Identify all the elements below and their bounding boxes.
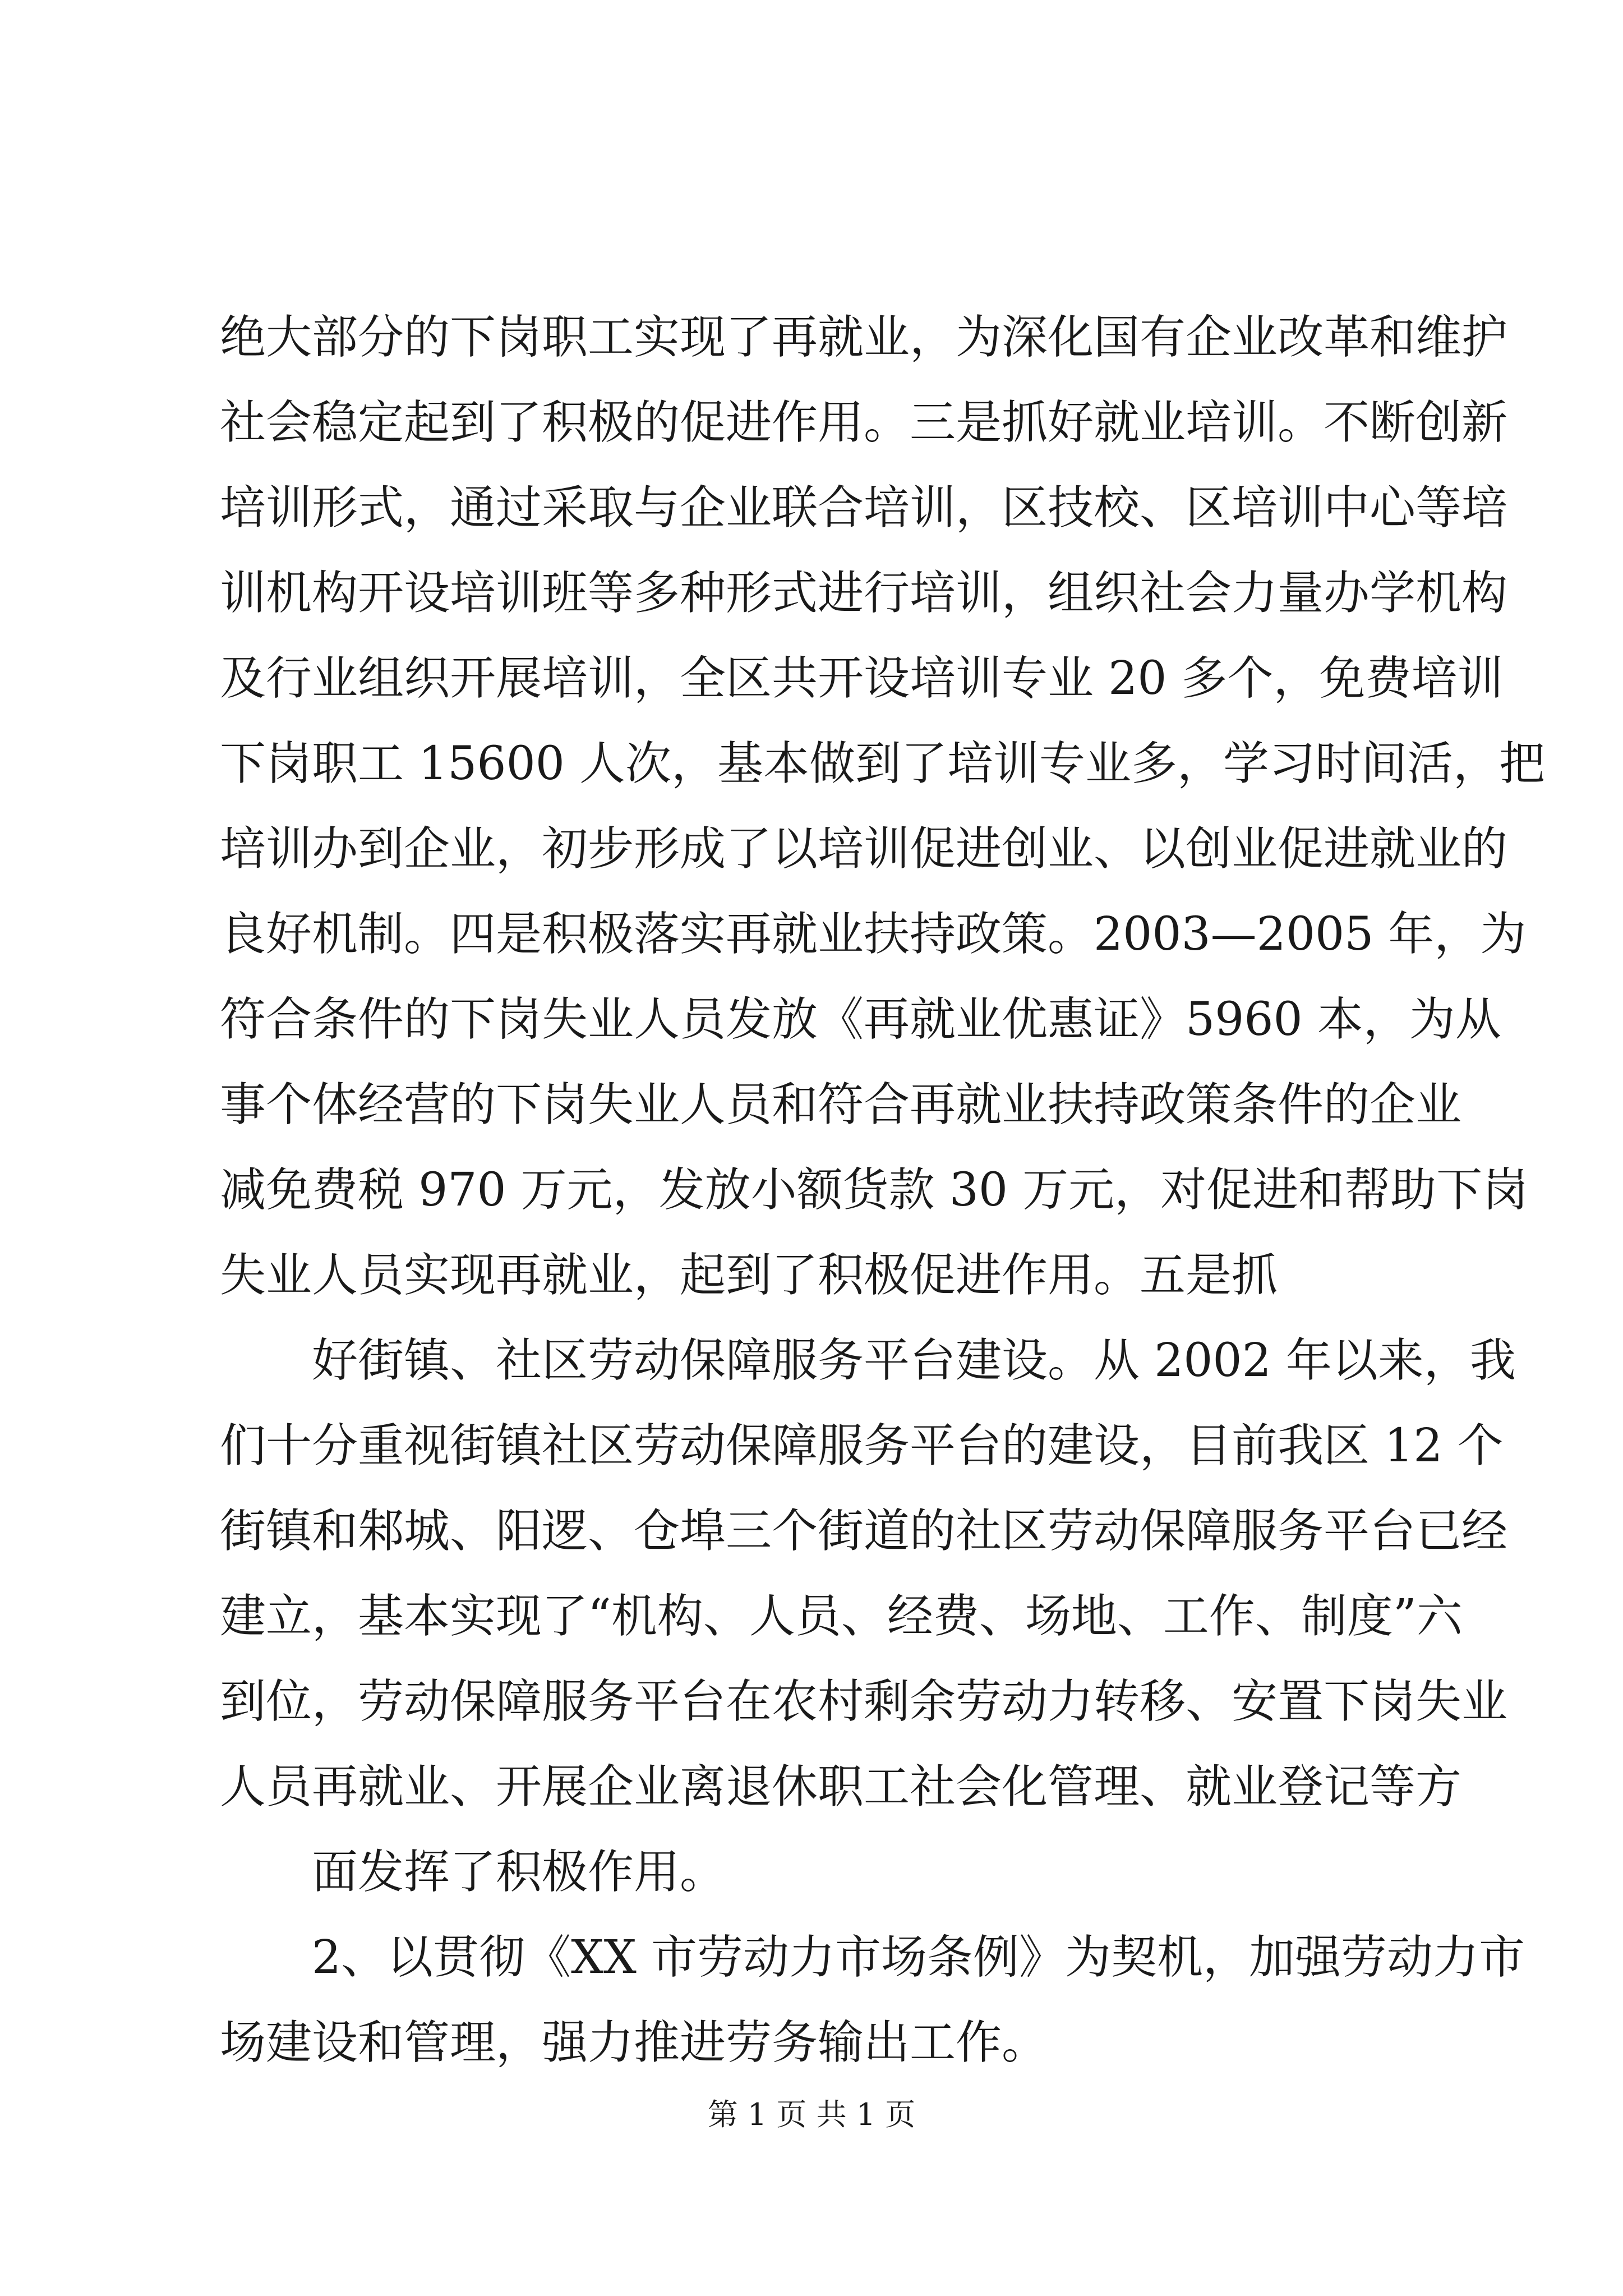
- text-line: 绝大部分的下岗职工实现了再就业，为深化国有企业改革和维护: [220, 311, 1508, 364]
- text-line: 事个体经营的下岗失业人员和符合再就业扶持政策条件的企业: [220, 1078, 1462, 1131]
- section-heading-line: 2、以贯彻《XX 市劳动力市场条例》为契机，加强劳动力市: [312, 1931, 1525, 1984]
- text-line: 失业人员实现再就业，起到了积极促进作用。五是抓: [220, 1249, 1278, 1302]
- page-number-footer: 第 1 页 共 1 页: [707, 2097, 916, 2132]
- text-line: 到位，劳动保障服务平台在农村剩余劳动力转移、安置下岗失业: [220, 1675, 1508, 1728]
- text-line: 训机构开设培训班等多种形式进行培训，组织社会力量办学机构: [220, 567, 1508, 620]
- text-line: 建立，基本实现了“机构、人员、经费、场地、工作、制度”六: [220, 1590, 1463, 1643]
- document-body: [220, 295, 1545, 2086]
- text-line: 符合条件的下岗失业人员发放《再就业优惠证》5960 本，为从: [220, 993, 1501, 1046]
- text-line: 场建设和管理，强力推进劳务输出工作。: [220, 2016, 1048, 2069]
- text-line: 良好机制。四是积极落实再就业扶持政策。2003—2005 年，为: [220, 908, 1527, 961]
- text-line: 们十分重视街镇社区劳动保障服务平台的建设，目前我区 12 个: [220, 1419, 1504, 1473]
- text-line: 及行业组织开展培训，全区共开设培训专业 20 多个，免费培训: [220, 652, 1504, 705]
- text-line: 街镇和邾城、阳逻、仓埠三个街道的社区劳动保障服务平台已经: [220, 1504, 1508, 1558]
- paragraph-first-line: 面发挥了积极作用。: [312, 1846, 726, 1899]
- text-line: 人员再就业、开展企业离退休职工社会化管理、就业登记等方: [220, 1760, 1462, 1814]
- text-line: 培训形式，通过采取与企业联合培训，区技校、区培训中心等培: [220, 481, 1508, 535]
- text-line: 下岗职工 15600 人次，基本做到了培训专业多，学习时间活，把: [220, 737, 1545, 790]
- text-line: 社会稳定起到了积极的促进作用。三是抓好就业培训。不断创新: [220, 396, 1508, 449]
- text-line: 培训办到企业，初步形成了以培训促进创业、以创业促进就业的: [220, 822, 1508, 876]
- paragraph-first-line: 好街镇、社区劳动保障服务平台建设。从 2002 年以来，我: [312, 1334, 1516, 1387]
- text-line: 减免费税 970 万元，发放小额货款 30 万元，对促进和帮助下岗: [220, 1163, 1529, 1217]
